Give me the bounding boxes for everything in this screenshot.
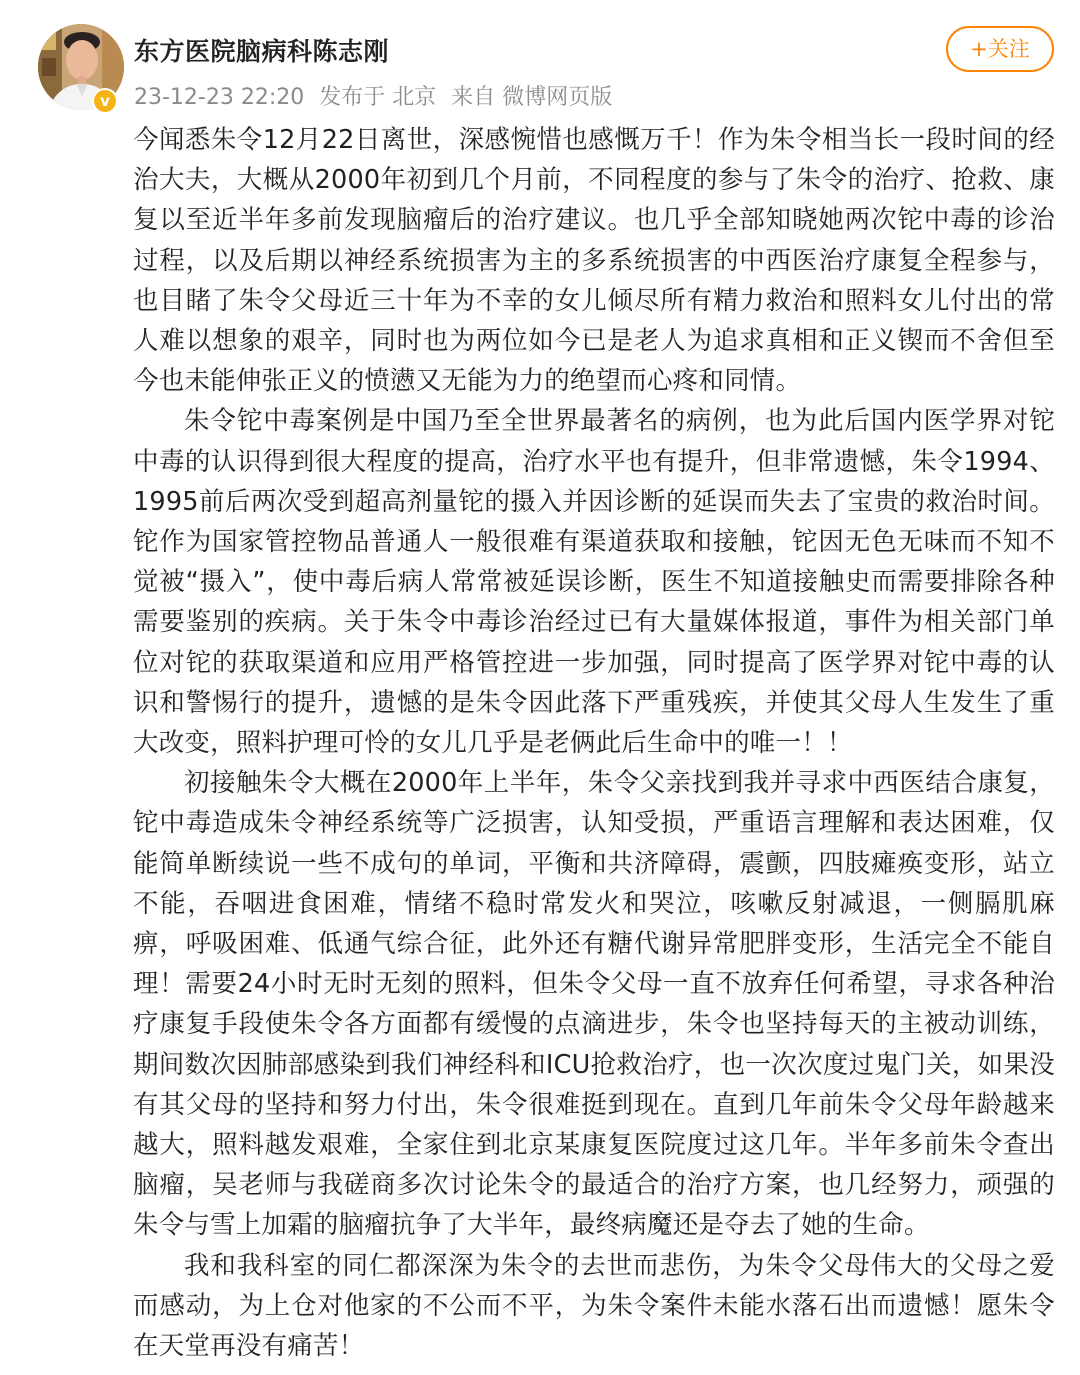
post-body bbox=[133, 120, 1055, 1366]
post-source: 来自 微博网页版 bbox=[451, 85, 613, 110]
author-name[interactable]: 东方医院脑病科陈志刚 bbox=[134, 37, 390, 66]
paragraph: 朱令铊中毒案例是中国乃至全世界最著名的病例，也为此后国内医学界对铊中毒的认识得到很大程度的提高，治疗水平也有提升，但非常遗憾，朱令1994、1995前后两次受到超高剂量铊的摄入并因诊断的延误而失去了宝贵的救治时间。铊作为国家管控物品普通人一般很难有渠道获取和接触，铊因无色无味而不知不觉被“摄入”，使中毒后病人常常被延误诊断，医生不知道接触史而需要排除各种需要鉴别的疾病。关于朱令中毒诊治经过已有大量媒体报道，事件为相关部门单位对铊的获取渠道和应用严格管控进一步加强，同时提高了医学界对铊中毒的认识和警惕行的提升，遗憾的是朱令因此落下严重残疾，并使其父母人生发生了重大改变，照料护理可怜的女儿几乎是老俩此后生命中的唯一！！ bbox=[133, 406, 1055, 759]
paragraph: 我和我科室的同仁都深深为朱令的去世而悲伤，为朱令父母伟大的父母之爱而感动，为上仓对他家的不公而不平，为朱令案件未能水落石出而遗憾！愿朱令在天堂再没有痛苦！ bbox=[133, 1250, 1055, 1362]
paragraph: 初接触朱令大概在2000年上半年，朱令父亲找到我并寻求中西医结合康复，铊中毒造成朱令神经系统等广泛损害，认知受损，严重语言理解和表达困难，仅能简单断续说一些不成句的单词，平衡和共济障碍，震颤，四肢瘫痪变形，站立不能，吞咽进食困难，情绪不稳时常发火和哭泣，咳嗽反射减退，一侧膈肌麻痹，呼吸困难、低通气综合征，此外还有糖代谢异常肥胖变形，生活完全不能自理！需要24小时无时无刻的照料，但朱令父母一直不放弃任何希望，寻求各种治疗康复手段使朱令各方面都有缓慢的点滴进步，朱令也坚持每天的主被动训练，期间数次因肺部感染到我们神经科和ICU抢救治疗，也一次次度过鬼门关，如果没有其父母的坚持和努力付出，朱令很难挺到现在。直到几年前朱令父母年龄越来越大，照料越发艰难，全家住到北京某康复医院度过这几年。半年多前朱令查出脑瘤，吴老师与我磋商多次讨论朱令的最适合的治疗方案，也几经努力，顽强的朱令与雪上加霜的脑瘤抗争了大半年，最终病魔还是夺去了她的生命。 bbox=[133, 768, 1055, 1241]
post-meta bbox=[134, 80, 620, 111]
post-location: 发布于 北京 bbox=[319, 85, 437, 110]
post-header bbox=[0, 0, 1080, 120]
paragraph: 今闻悉朱令12月22日离世，深感惋惜也感慨万千！作为朱令相当长一段时间的经治大夫，大概从2000年初到几个月前，不同程度的参与了朱令的治疗、抢救、康复以至近半年多前发现脑瘤后的治疗建议。也几乎全部知晓她两次铊中毒的诊治过程，以及后期以神经系统损害为主的多系统损害的中西医治疗康复全程参与，也目睹了朱令父母近三十年为不幸的女儿倾尽所有精力救治和照料女儿付出的常人难以想象的艰辛，同时也为两位如今已是老人为追求真相和正义锲而不舍但至今也未能伸张正义的愤懑又无能为力的绝望而心疼和同情。 bbox=[133, 125, 1055, 397]
follow-button[interactable]: +关注 bbox=[946, 26, 1054, 72]
verified-icon: v bbox=[92, 88, 118, 114]
post-time[interactable]: 23-12-23 22:20 bbox=[134, 85, 305, 110]
